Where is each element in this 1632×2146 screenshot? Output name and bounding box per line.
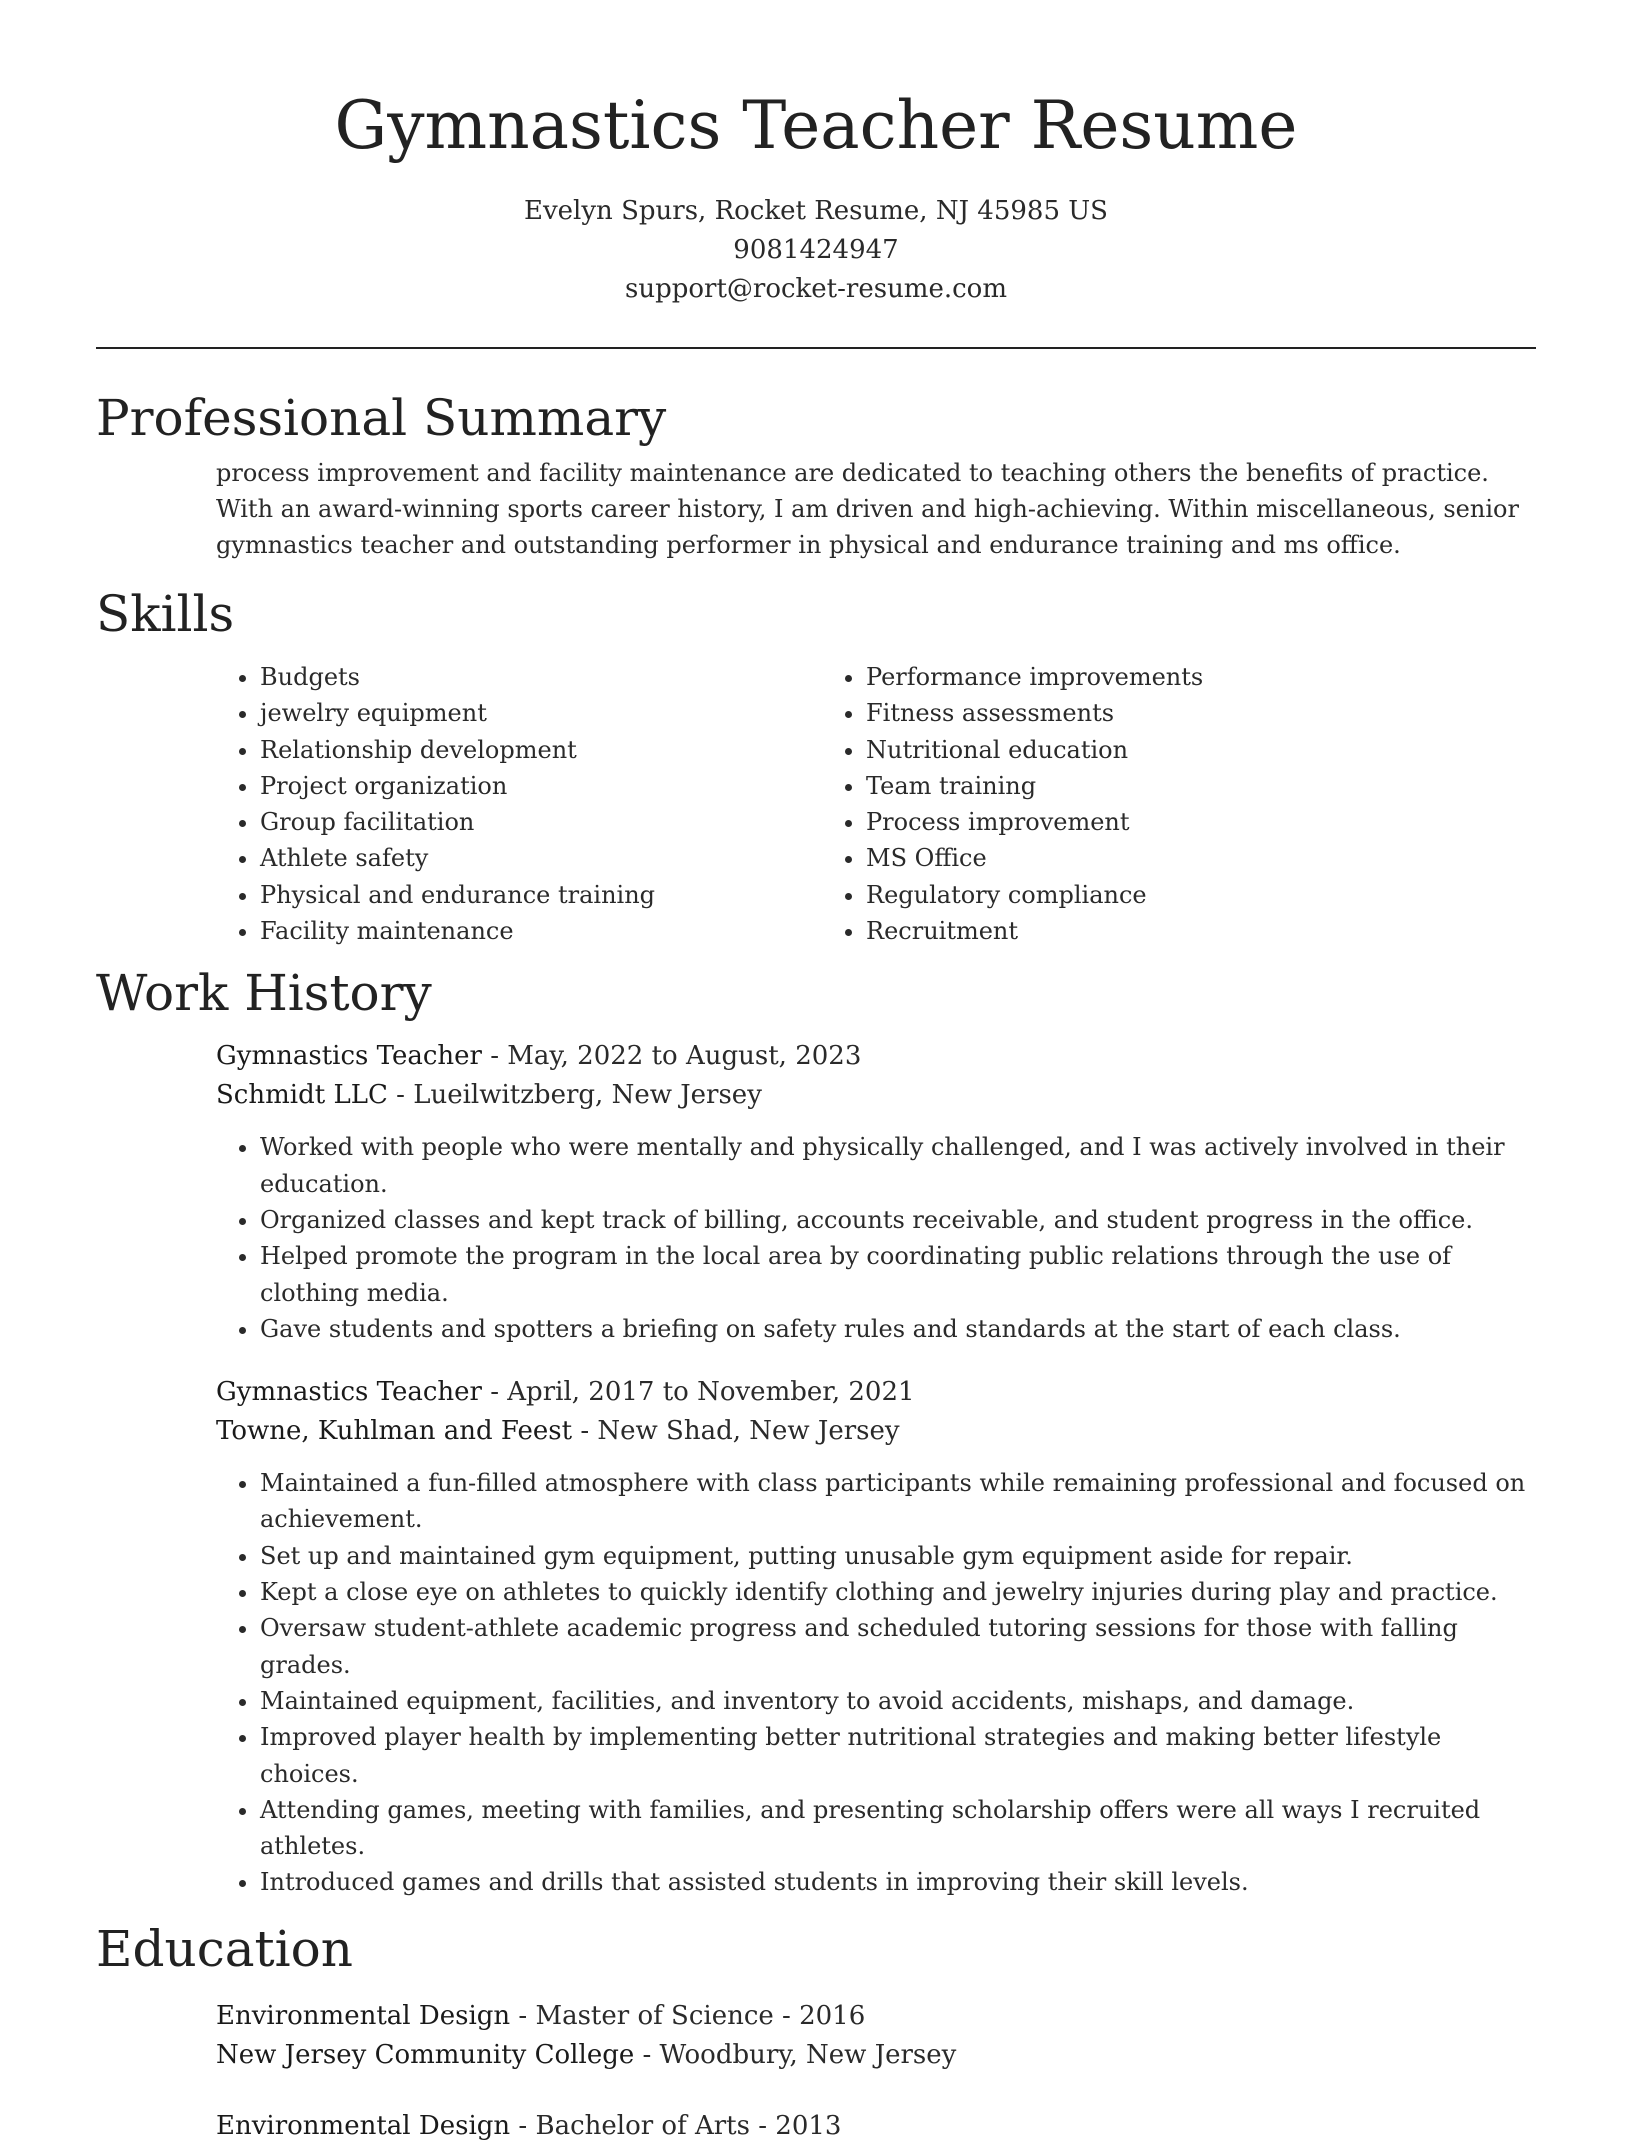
skill-item: • Group facilitation <box>260 804 822 840</box>
job-duty: • Gave students and spotters a briefing on safety rules and standards at the start of each class. <box>260 1311 1546 1347</box>
skill-item: • Physical and endurance training <box>260 877 822 913</box>
job-company: Schmidt LLC <box>216 1080 388 1111</box>
education-degree: - Master of Science <box>510 2000 774 2031</box>
job-duty: • Kept a close eye on athletes to quickly identify clothing and jewelry injuries during play and practice. <box>260 1574 1546 1610</box>
education-year: - 2013 <box>749 2110 842 2141</box>
job-location: - New Shad, New Jersey <box>572 1416 900 1447</box>
job-company: Towne, Kuhlman and Feest <box>216 1416 573 1447</box>
job-company-line <box>216 1412 1546 1451</box>
job-title-line <box>216 1037 1546 1076</box>
job-duty: • Organized classes and kept track of billing, accounts receivable, and student progress in the office. <box>260 1202 1546 1238</box>
skill-item: • Performance improvements <box>866 659 1203 695</box>
job-title: Gymnastics Teacher <box>216 1377 482 1408</box>
skill-item: • Fitness assessments <box>866 695 1203 731</box>
summary-text: process improvement and facility maintenance are dedicated to teaching others the benefits of practice. With an award-winning sports career history, I am driven and high-achieving. Within miscellaneous, senior gymnastics teacher and outstanding performer in physical and endurance training and ms office. <box>216 459 1519 559</box>
education-location: - Woodbury, New Jersey <box>634 2039 957 2070</box>
skill-item: • Project organization <box>260 768 822 804</box>
job-title: Gymnastics Teacher <box>216 1041 482 1072</box>
job-dates: - April, 2017 to November, 2021 <box>481 1377 915 1408</box>
skills-column-left <box>216 659 822 949</box>
job-dates: - May, 2022 to August, 2023 <box>481 1041 862 1072</box>
education-year: - 2016 <box>773 2000 866 2031</box>
skill-item: • Process improvement <box>866 804 1203 840</box>
education-entry <box>216 2107 1632 2146</box>
header-divider <box>96 347 1536 349</box>
education-field: Environmental Design <box>216 2110 511 2141</box>
resume-title: Gymnastics Teacher Resume <box>334 87 1298 164</box>
skill-item: • MS Office <box>866 840 1203 876</box>
skill-item: • Nutritional education <box>866 732 1203 768</box>
job-title-line <box>216 1373 1546 1412</box>
job-duty: • Helped promote the program in the local area by coordinating public relations through the use of clothing media. <box>260 1238 1546 1311</box>
education-school-line <box>216 2036 1632 2075</box>
job-duties <box>216 1129 1546 1347</box>
job-entry <box>216 1373 1546 1901</box>
skill-item: • Recruitment <box>866 913 1203 949</box>
education-entry <box>216 1997 1632 2075</box>
work-history-heading: Work History <box>96 964 432 1023</box>
education-degree-line <box>216 1997 1632 2036</box>
skills-column-right <box>822 659 1203 949</box>
job-company-line <box>216 1076 1546 1115</box>
job-duty: • Introduced games and drills that assisted students in improving their skill levels. <box>260 1864 1546 1900</box>
job-duty: • Set up and maintained gym equipment, putting unusable gym equipment aside for repair. <box>260 1538 1546 1574</box>
skills-list <box>216 659 1632 949</box>
job-duty: • Improved player health by implementing better nutritional strategies and making better lifestyle choices. <box>260 1719 1546 1792</box>
contact-address: Evelyn Spurs, Rocket Resume, NJ 45985 US <box>524 196 1108 226</box>
job-duty: • Maintained equipment, facilities, and inventory to avoid accidents, mishaps, and damage. <box>260 1683 1546 1719</box>
job-entry <box>216 1037 1546 1347</box>
job-location: - Lueilwitzberg, New Jersey <box>387 1080 762 1111</box>
job-duty: • Maintained a fun-filled atmosphere with class participants while remaining professional and focused on achievement. <box>260 1465 1546 1538</box>
education-heading: Education <box>96 1919 353 1978</box>
education-field: Environmental Design <box>216 2000 511 2031</box>
education-degree-line <box>216 2107 1632 2146</box>
resume-header <box>0 0 1632 309</box>
job-duties <box>216 1465 1546 1901</box>
skill-item: • jewelry equipment <box>260 695 822 731</box>
job-duty: • Oversaw student-athlete academic progress and scheduled tutoring sessions for those with falling grades. <box>260 1610 1546 1683</box>
skill-item: • Relationship development <box>260 732 822 768</box>
skill-item: • Budgets <box>260 659 822 695</box>
skill-item: • Facility maintenance <box>260 913 822 949</box>
skills-heading: Skills <box>96 585 235 643</box>
job-duty: • Worked with people who were mentally and physically challenged, and I was actively involved in their education. <box>260 1129 1546 1202</box>
education-school: New Jersey Community College <box>216 2039 635 2070</box>
contact-email: support@rocket-resume.com <box>624 274 1007 304</box>
summary-heading: Professional Summary <box>96 389 667 447</box>
contact-block <box>0 192 1632 309</box>
skill-item: • Athlete safety <box>260 840 822 876</box>
contact-phone: 9081424947 <box>733 235 899 265</box>
skill-item: • Regulatory compliance <box>866 877 1203 913</box>
skill-item: • Team training <box>866 768 1203 804</box>
job-duty: • Attending games, meeting with families, and presenting scholarship offers were all ways I recruited athletes. <box>260 1792 1546 1865</box>
education-degree: - Bachelor of Arts <box>510 2110 750 2141</box>
